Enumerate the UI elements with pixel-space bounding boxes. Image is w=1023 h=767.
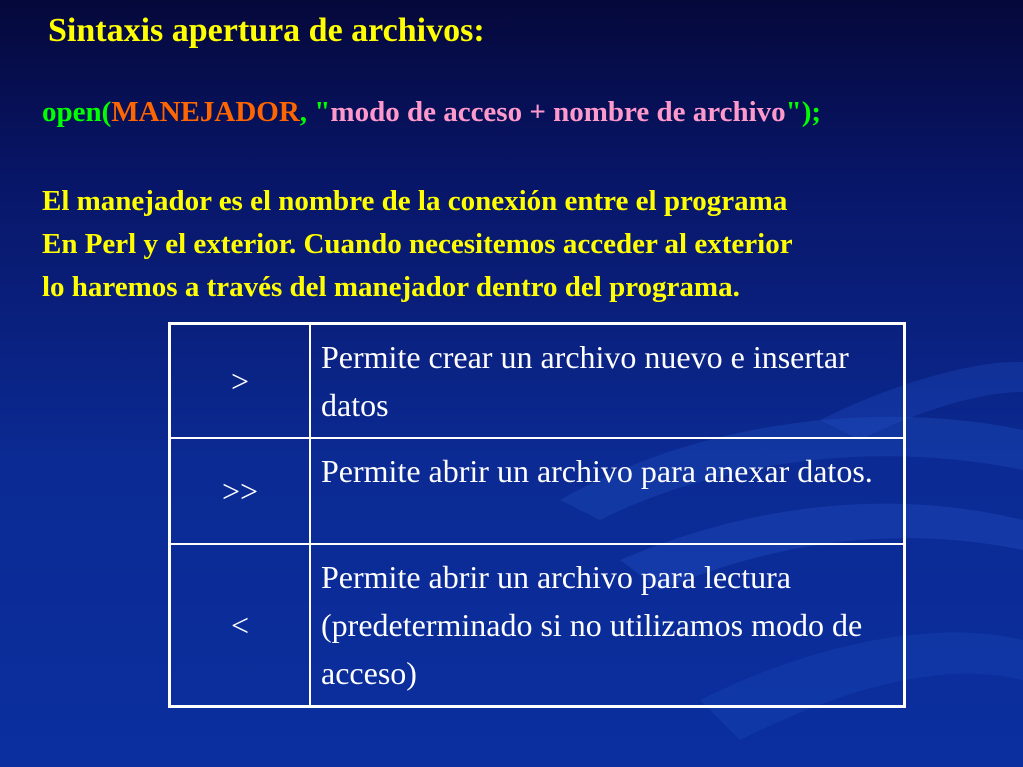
mode-symbol: < xyxy=(170,544,311,707)
syntax-prefix: open( xyxy=(42,96,112,128)
description-paragraph xyxy=(42,180,1002,309)
syntax-quote-open: " xyxy=(307,96,331,128)
mode-symbol: > xyxy=(170,324,311,439)
syntax-comma: , xyxy=(299,96,308,128)
description-line: lo haremos a través del manejador dentro del programa. xyxy=(42,271,740,303)
syntax-suffix: "); xyxy=(785,96,822,128)
table-row xyxy=(170,324,905,439)
table-row xyxy=(170,544,905,707)
mode-description: Permite abrir un archivo para lectura (predeterminado si no utilizamos modo de acceso) xyxy=(310,544,905,707)
mode-description: Permite abrir un archivo para anexar datos. xyxy=(310,438,905,544)
slide-title: Sintaxis apertura de archivos: xyxy=(48,12,485,49)
table-row xyxy=(170,438,905,544)
syntax-argument: modo de acceso + nombre de archivo xyxy=(330,96,786,128)
mode-symbol: >> xyxy=(170,438,311,544)
description-line: El manejador es el nombre de la conexión entre el programa xyxy=(42,185,788,217)
syntax-handle: MANEJADOR xyxy=(111,96,300,128)
open-syntax-line xyxy=(42,96,821,129)
description-line: En Perl y el exterior. Cuando necesitemos acceder al exterior xyxy=(42,228,793,260)
access-modes-table xyxy=(168,322,906,708)
mode-description: Permite crear un archivo nuevo e insertar datos xyxy=(310,324,905,439)
